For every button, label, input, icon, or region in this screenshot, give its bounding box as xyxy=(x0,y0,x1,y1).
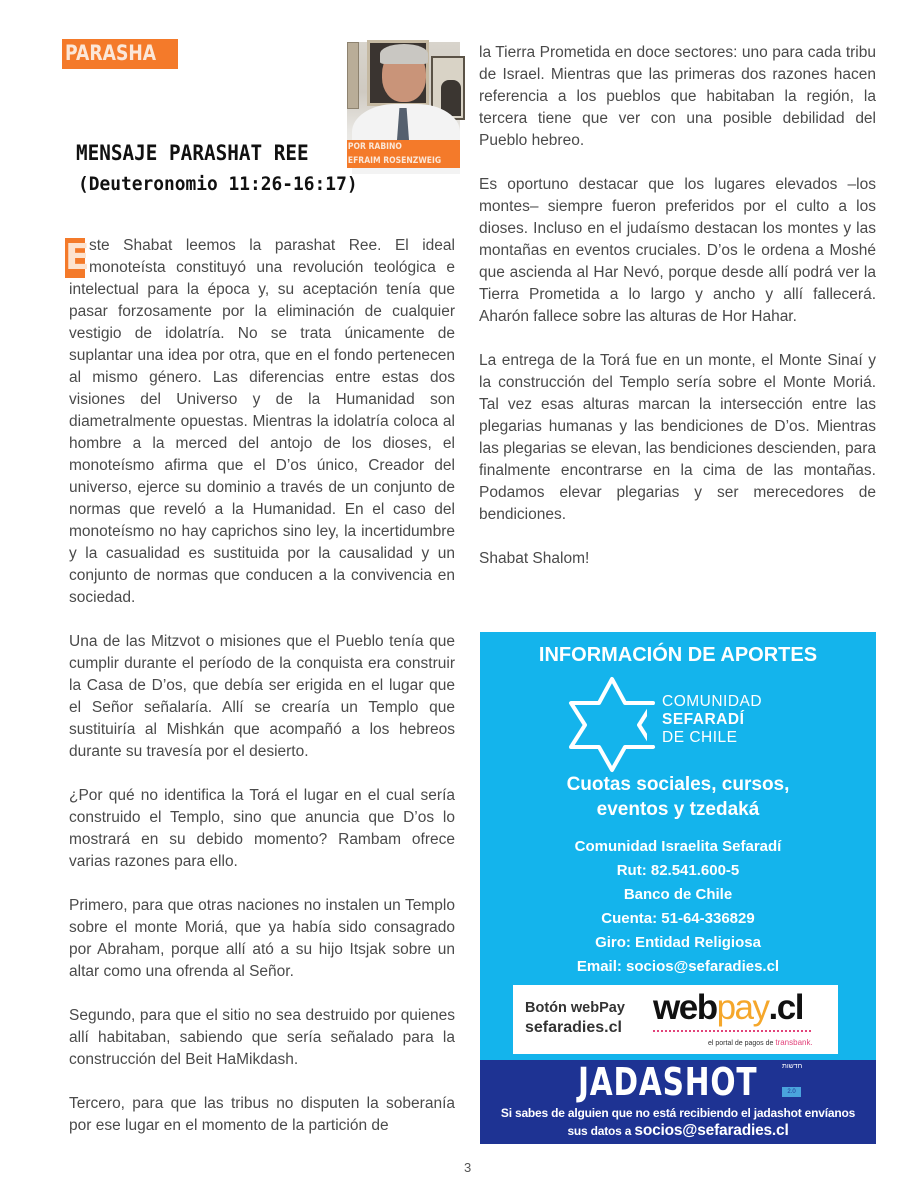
author-caption xyxy=(347,140,460,168)
paragraph: la Tierra Prometida en doce sectores: uno para cada tribu de Israel. Mientras que las primeras dos razones hacen referencia a los pueblos que habitaban la región, la tercera tiene que ver con una posible debilidad del Pueblo hebreo. xyxy=(479,44,876,149)
dotted-divider xyxy=(653,1030,811,1032)
logo-line1: COMUNIDAD xyxy=(662,693,763,710)
webpay-label-line: Botón webPay xyxy=(525,1000,625,1016)
closing: Shabat Shalom! xyxy=(479,550,590,567)
article-subtitle: (Deuteronomio 11:26-16:17) xyxy=(78,173,358,195)
article-title: MENSAJE PARASHAT REE xyxy=(76,141,309,165)
webpay-logo xyxy=(653,989,803,1027)
webpay-tagline xyxy=(708,1037,813,1050)
jadashot-banner xyxy=(480,1060,876,1144)
webpay-site: sefaradies.cl xyxy=(525,1019,622,1036)
paragraph: Primero, para que otras naciones no instalen un Templo sobre el monte Moriá, que ya había sido consagrado por Abraham, porque allí ató a su hijo Itsjak sobre un altar como una ofrenda al Señor. xyxy=(69,897,455,980)
webpay-logo-web: web xyxy=(653,988,717,1027)
author-line2: EFRAIM ROSENZWEIG xyxy=(347,156,442,166)
section-tag-label: PARASHA xyxy=(65,41,157,65)
article-column-left xyxy=(65,235,455,1159)
bank-info-line: Rut: 82.541.600-5 xyxy=(616,862,740,879)
article-column-right xyxy=(479,42,876,592)
contact-email[interactable]: Email: socios@sefaradies.cl xyxy=(576,958,780,975)
transbank-brand: transbank. xyxy=(775,1038,813,1047)
jadashot-email[interactable]: socios@sefaradies.cl xyxy=(634,1122,789,1139)
jadashot-message xyxy=(480,1105,876,1140)
paragraph: ¿Por qué no identifica la Torá el lugar en el cual sería construido el Templo, sino que anuncia que D’os lo mostrará en su debido momento? Rambam ofrece varias razones para ello. xyxy=(69,787,455,870)
jadashot-logo: JADASHOT xyxy=(578,1060,758,1104)
ad-subtitle xyxy=(480,772,876,822)
webpay-logo-pay: pay xyxy=(716,988,769,1027)
author-photo xyxy=(347,42,460,168)
background-frame xyxy=(347,42,359,109)
community-logo xyxy=(565,675,785,773)
ad-subtitle-line: Cuotas sociales, cursos, xyxy=(566,774,790,795)
star-of-david-icon xyxy=(565,675,660,773)
paragraph: Tercero, para que las tribus no disputen la soberanía por ese lugar en el momento de la partición de xyxy=(69,1095,455,1134)
paragraph-text: ste Shabat leemos la parashat Ree. El ideal monoteísta constituyó una revolución teológica e intelectual para la época y, su aceptación tenía que pasar forzosamente por la eliminación de cualquier vestigio de idolatría. No se trata únicamente de suplantar una idea por otra, que en el fondo pertenecen al mismo género. Las diferencias entre estas dos visiones del Universo y de la Humanidad son diametralmente opuestas. Mientras la idolatría coloca al hombre a la merced del antojo de los dioses, el monoteísmo afirma que el D’os único, Creador del universo, ejerce su dominio a través de un conjunto de normas que reveló a la Humanidad. En el caso del monoteísmo no hay caprichos sino ley, la incertidumbre y la casualidad es sustituida por la causalidad y un conjunto de normas que conducen a la convivencia en sociedad. xyxy=(69,237,455,606)
bank-info xyxy=(480,835,876,979)
paragraph: Una de las Mitzvot o misiones que el Pueblo tenía que cumplir durante el período de la conquista era construir la Casa de D’os, que debía ser erigida en el lugar que el Señor señalaría. Allí se crearía un Templo que sustituiría al Mishkán que acompañó a los hebreos durante su travesía por el desierto. xyxy=(69,633,455,760)
webpay-logo-cl: .cl xyxy=(768,988,803,1027)
drop-cap: E xyxy=(65,237,90,278)
ad-title: INFORMACIÓN DE APORTES xyxy=(538,644,818,666)
paragraph xyxy=(65,235,455,609)
jadashot-message-line xyxy=(480,1122,876,1140)
ad-subtitle-line: eventos y tzedaká xyxy=(596,799,760,820)
bank-info-line: Cuenta: 51-64-336829 xyxy=(601,910,755,927)
webpay-tagline-text: el portal de pagos de xyxy=(708,1040,774,1047)
photo-hair xyxy=(380,44,428,64)
webpay-button[interactable] xyxy=(513,985,838,1054)
bank-info-line: Giro: Entidad Religiosa xyxy=(595,934,761,951)
bank-info-line: Banco de Chile xyxy=(623,886,733,903)
logo-line2: SEFARADÍ xyxy=(662,711,745,728)
jadashot-message-prefix: sus datos a xyxy=(567,1124,635,1138)
webpay-label xyxy=(525,999,625,1038)
jadashot-hebrew: חדשות xyxy=(782,1063,803,1070)
page-number: 3 xyxy=(464,1160,472,1175)
paragraph: Es oportuno destacar que los lugares elevados –los montes– siempre fueron preferidos por el culto a los dioses. Incluso en el judaísmo destacan los montes y las montañas en eventos cruciales. D’os le ordena a Moshé que ascienda al Har Nevó, porque desde allí podrá ver la Tierra Prometida a lo largo y ancho y allí fallecerá. Aharón fallece sobre las alturas de Hor Hahar. xyxy=(479,176,876,325)
author-line1: POR RABINO xyxy=(347,142,402,152)
jadashot-version-badge: 2.0 xyxy=(782,1087,801,1097)
paragraph: Segundo, para que el sitio no sea destruido por quienes allí habitaban, sabiendo que sería señalado para la construcción del Beit HaMikdash. xyxy=(69,1007,455,1068)
contributions-ad xyxy=(480,632,876,1062)
section-tag xyxy=(62,39,178,69)
paragraph: La entrega de la Torá fue en un monte, el Monte Sinaí y la construcción del Templo sería sobre el Monte Moriá. Tal vez esas alturas marcan la intersección entre las plegarias humanas y las bendiciones de D’os. Mientras las plegarias se elevan, las bendiciones descienden, para finalmente encontrarse en la cima de las montañas. Podamos elevar plegarias y ser merecedores de bendiciones. xyxy=(479,352,876,523)
bank-info-line: Comunidad Israelita Sefaradí xyxy=(574,838,782,855)
jadashot-message-line: Si sabes de alguien que no está recibiendo el jadashot envíanos xyxy=(500,1106,856,1120)
logo-line3: DE CHILE xyxy=(662,729,738,746)
